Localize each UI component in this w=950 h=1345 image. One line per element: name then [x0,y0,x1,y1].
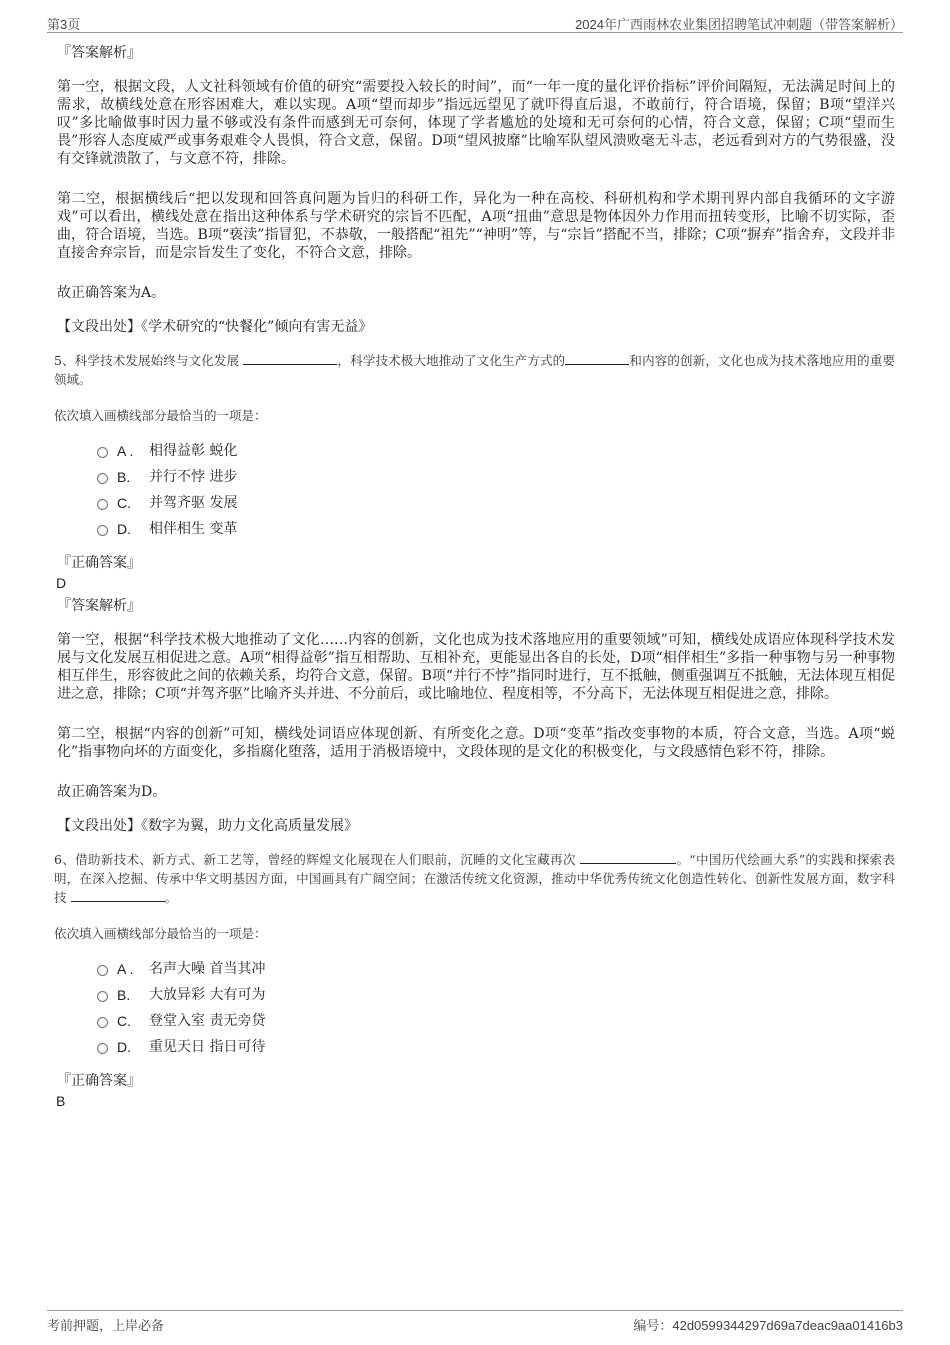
footer-slogan: 考前押题，上岸必备 [47,1318,165,1333]
code-label: 编号： [633,1318,673,1333]
q6-blank-2 [71,888,165,902]
q6-text-2: 。“中国历代绘画大系”的实践和探索表明，在深入挖掘、传承中华文明基因方面，中国画具有广阔空间；在激活传统文化资源，推动中华优秀传统文化创造性转化、创新性发展方面，数字科技 [54,852,895,905]
q5-option-d[interactable] [97,520,895,546]
q5-number: 5、 [54,353,75,368]
option-text: 登堂入室 责无旁贷 [149,1013,266,1029]
radio-icon[interactable] [97,473,108,484]
q6-options [97,960,895,1064]
q5-analysis-paragraph-1: 第一空，根据“科学技术极大地推动了文化……内容的创新，文化也成为技术落地应用的重要领域”可知，横线处成语应体现科学技术发展与文化发展互相促进之意。A项“相得益彰”指互相帮助、互相补充，更能显出各自的长处，D项“相伴相生”多指一种事物与另一种事物相互伴生，形容彼此之间的依赖关系，均符合文意，保留。B项“并行不悖”指同时进行，互不抵触，侧重强调互不抵触，无法体现互相促进之意，排除；C项“并驾齐驱”比喻齐头并进、不分前后，或比喻地位、程度相等，不分高下，无法体现互相促进之意，排除。 [57,632,895,702]
q4-analysis-paragraph-2: 第二空，根据横线后“把以发现和回答真问题为旨归的科研工作，异化为一种在高校、科研机构和学术期刊界内部自我循环的文字游戏”可以看出，横线处意在指出这种体系与学术研究的宗旨不匹配，A项“扭曲”意思是物体因外力作用而扭转变形，比喻不切实际，歪曲，符合语境，当选。B项“亵渎”指冒犯，不恭敬，一般搭配“祖先”“神明”等，与“宗旨”搭配不当，排除；C项“摒弃”指舍弃，文段并非直接舍弃宗旨，而是宗旨发生了变化，不符合文意，排除。 [57,191,895,261]
q6-text-1: 借助新技术、新方式、新工艺等，曾经的辉煌文化展现在人们眼前，沉睡的文化宝藏再次 [75,852,576,867]
q6-option-b[interactable] [97,986,895,1012]
source-prefix: 【文段出处】 [57,818,141,834]
option-key: B. [117,469,131,485]
option-text: 并驾齐驱 发展 [149,495,238,511]
q5-source-title: 《数字为翼，助力文化高质量发展》 [141,818,358,834]
radio-icon[interactable] [97,991,108,1002]
code-value: 42d0599344297d69a7deac9aa01416b3 [672,1318,903,1333]
q4-analysis-paragraph-1: 第一空，根据文段，人文社科领域有价值的研究“需要投入较长的时间”，而“一年一度的量化评价指标”评价间隔短，无法满足时间上的需求，故横线处意在形容困难大，难以实现。A项“望而却步”指远远望见了就吓得直后退，不敢前行，符合语境，保留；B项“望洋兴叹”多比喻做事时因力量不够或没有条件而感到无可奈何，体现了学者尴尬的处境和无可奈何的心情，符合文意，保留；C项“望而生畏”形容人态度威严或事务艰难令人畏惧，符合文意，保留。D项“望风披靡”比喻军队望风溃败毫无斗志，老远看到对方的气势很盛，没有交锋就溃散了，与文意不符，排除。 [57,79,895,167]
q6-blank-1 [580,850,676,864]
footer-code [633,1315,903,1334]
radio-icon[interactable] [97,1017,108,1028]
q5-conclusion: 故正确答案为D。 [57,784,167,800]
option-text: 并行不悖 进步 [149,469,238,485]
correct-answer-label: 『正确答案』 [57,555,141,571]
option-text: 相伴相生 变革 [149,521,238,537]
source-prefix: 【文段出处】 [57,319,141,335]
option-key: D. [117,1039,131,1055]
q5-instruction: 依次填入画横线部分最恰当的一项是： [54,408,267,423]
q5-stem [54,351,895,389]
q5-option-a[interactable] [97,442,895,468]
q6-number: 6、 [54,852,76,867]
option-key: B. [117,987,131,1003]
q4-source [57,318,895,337]
q5-blank-2 [565,351,629,365]
option-text: 名声大噪 首当其冲 [149,961,266,977]
q6-instruction: 依次填入画横线部分最恰当的一项是： [54,926,267,941]
document-title: 2024年广西雨林农业集团招聘笔试冲刺题（带答案解析） [575,17,903,32]
q6-option-c[interactable] [97,1012,895,1038]
radio-icon[interactable] [97,447,108,458]
q6-option-d[interactable] [97,1038,895,1064]
q6-option-a[interactable] [97,960,895,986]
radio-icon[interactable] [97,1043,108,1054]
radio-icon[interactable] [97,499,108,510]
q5-option-b[interactable] [97,468,895,494]
analysis-label: 『答案解析』 [57,45,141,61]
q4-source-title: 《学术研究的“快餐化”倾向有害无益》 [141,319,373,335]
q6-stem [54,850,895,907]
option-text: 大放异彩 大有可为 [149,987,266,1003]
q5-option-c[interactable] [97,494,895,520]
radio-icon[interactable] [97,525,108,536]
radio-icon[interactable] [97,965,108,976]
q4-conclusion: 故正确答案为A。 [57,285,166,301]
q6-answer: B [56,1093,66,1109]
page-footer [47,1310,903,1333]
q5-answer: D [56,575,67,591]
correct-answer-label: 『正确答案』 [57,1073,141,1089]
q5-text-3: 和内容的创新，文化也成为技术落地应用的重要领域。 [54,353,895,387]
analysis-label: 『答案解析』 [57,598,141,614]
option-key: C. [117,1013,131,1029]
option-text: 重见天日 指日可待 [149,1039,266,1055]
q5-text-2: ，科学技术极大地推动了文化生产方式的 [337,353,566,368]
q5-source [57,817,895,836]
q6-text-3: 。 [164,890,178,905]
option-key: D. [117,521,131,537]
q5-analysis-paragraph-2: 第二空，根据“内容的创新”可知，横线处词语应体现创新、有所变化之意。D项“变革”指改变事物的本质，符合文意，当选。A项“蜕化”指事物向坏的方面变化，多指腐化堕落，适用于消极语境中，文段体现的是文化的积极变化，与文段感情色彩不符，排除。 [57,726,895,760]
page-content [54,44,895,1111]
q5-options [97,442,895,546]
q5-text-1: 科学技术发展始终与文化发展 [74,353,240,368]
option-key: C. [117,495,131,511]
option-key: A . [117,443,134,459]
page-number: 第3页 [47,17,81,32]
option-text: 相得益彰 蜕化 [149,443,238,459]
page-header [47,10,903,33]
q5-blank-1 [243,351,337,365]
option-key: A . [117,961,134,977]
